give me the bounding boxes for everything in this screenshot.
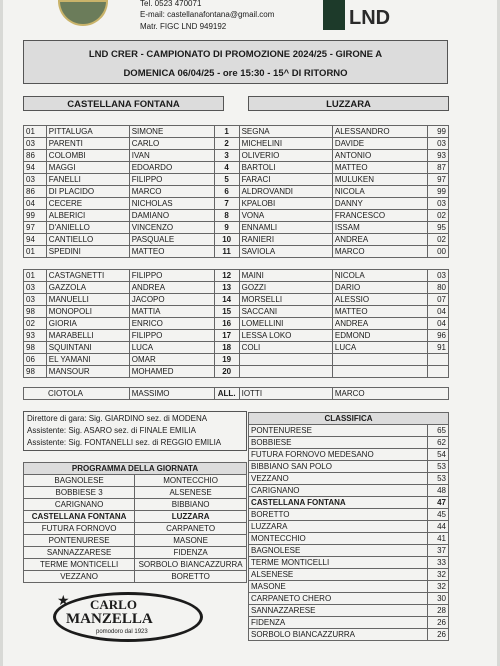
player-row [24,318,449,330]
standings-team: BAGNOLESE [249,545,428,557]
fixture-home: BOBBIESE 3 [24,487,135,499]
home-player-firstname: FILIPPO [129,330,214,342]
phone-text: Tel. 0523 470071 [140,0,202,8]
fixture-home: BAGNOLESE [24,475,135,487]
shirt-position: 12 [214,270,239,282]
standings-points: 44 [428,521,449,533]
match-sheet [3,0,497,666]
player-row [24,174,449,186]
standings-row [249,533,449,545]
fixture-home: TERME MONTICELLI [24,559,135,571]
away-player-surname: ALDROVANDI [239,186,332,198]
email-text: E-mail: castellanafontana@gmail.com [140,10,275,19]
shirt-position: 10 [214,234,239,246]
home-player-firstname: ENRICO [129,318,214,330]
home-player-firstname: IVAN [129,150,214,162]
standings-team: FIDENZA [249,617,428,629]
standings-points: 53 [428,461,449,473]
shirt-position: 1 [214,126,239,138]
home-player-number: 04 [24,198,47,210]
coaches-row [24,388,449,400]
home-player-number: 99 [24,210,47,222]
away-player-number: 97 [428,174,449,186]
standings-team: MASONE [249,581,428,593]
away-player-number: 93 [428,150,449,162]
home-player-surname: COLOMBI [46,150,129,162]
standings-points: 32 [428,569,449,581]
standings-row [249,449,449,461]
away-player-firstname: NICOLA [332,270,427,282]
standings-row [249,521,449,533]
assistant-2-line: Assistente: Sig. FONTANELLI sez. di REGGIO EMILIA [27,438,222,447]
player-row [24,162,449,174]
player-row [24,294,449,306]
standings-points: 62 [428,437,449,449]
standings-team: BORETTO [249,509,428,521]
away-player-surname [239,366,332,378]
shirt-position: 9 [214,222,239,234]
home-player-firstname: VINCENZO [129,222,214,234]
home-player-surname: MAGGI [46,162,129,174]
home-player-number: 03 [24,138,47,150]
fixture-away: FIDENZA [135,547,247,559]
fixture-away: BORETTO [135,571,247,583]
away-player-surname: BARTOLI [239,162,332,174]
away-coach-firstname: MARCO [332,388,448,400]
away-player-number: 87 [428,162,449,174]
home-player-surname: CANTIELLO [46,234,129,246]
shirt-position: 16 [214,318,239,330]
standings-row [249,593,449,605]
home-player-number: 01 [24,126,47,138]
player-row [24,330,449,342]
standings-team: CARIGNANO [249,485,428,497]
away-player-firstname: ISSAM [332,222,427,234]
home-coach-surname: CIOTOLA [24,388,130,400]
away-player-surname: RANIERI [239,234,332,246]
shirt-position: 8 [214,210,239,222]
home-player-firstname: NICHOLAS [129,198,214,210]
standings-points: 26 [428,629,449,641]
fixture-row [24,511,247,523]
away-team-header [248,96,449,111]
away-player-firstname: MATTEO [332,306,427,318]
away-player-firstname: MULUKEN [332,174,427,186]
player-row [24,366,449,378]
away-player-number: 03 [428,138,449,150]
shirt-position: 11 [214,246,239,258]
standings-points: 37 [428,545,449,557]
shirt-position: 20 [214,366,239,378]
fixture-home: PONTENURESE [24,535,135,547]
shirt-position: 13 [214,282,239,294]
home-player-surname: PITTALUGA [46,126,129,138]
away-player-number: 96 [428,330,449,342]
standings-title: CLASSIFICA [249,413,449,425]
player-row [24,354,449,366]
fixture-home: CASTELLANA FONTANA [24,511,135,523]
shirt-position: 19 [214,354,239,366]
fixture-away: MASONE [135,535,247,547]
fixture-away: MONTECCHIO [135,475,247,487]
away-player-surname: VONA [239,210,332,222]
fixture-row [24,475,247,487]
fixture-row [24,535,247,547]
fixture-home: VEZZANO [24,571,135,583]
away-player-number: 03 [428,270,449,282]
home-player-surname: GIORIA [46,318,129,330]
home-player-number: 01 [24,246,47,258]
away-player-number: 07 [428,294,449,306]
player-row [24,126,449,138]
lnd-logo [323,0,423,32]
home-player-firstname: FILIPPO [129,270,214,282]
standings-row [249,425,449,437]
standings-team: MONTECCHIO [249,533,428,545]
matr-text: Matr. FIGC LND 949192 [140,22,227,31]
player-row [24,222,449,234]
away-player-firstname: MARCO [332,246,427,258]
shirt-position: 3 [214,150,239,162]
home-player-number: 06 [24,354,47,366]
home-player-number: 01 [24,270,47,282]
away-player-firstname: ANTONIO [332,150,427,162]
away-player-firstname: ALESSANDRO [332,126,427,138]
home-player-firstname: SIMONE [129,126,214,138]
standings-points: 28 [428,605,449,617]
club-crest-logo [58,0,108,26]
player-row [24,210,449,222]
standings-team: SANNAZZARESE [249,605,428,617]
assistant-1-line: Assistente: Sig. ASARO sez. di FINALE EMILIA [27,426,196,435]
away-player-firstname: ALESSIO [332,294,427,306]
substitutes-table [23,269,449,378]
home-player-surname: FANELLI [46,174,129,186]
standings-team: LUZZARA [249,521,428,533]
away-player-number: 02 [428,234,449,246]
away-player-firstname: DANNY [332,198,427,210]
home-player-firstname: MATTIA [129,306,214,318]
standings-team: FUTURA FORNOVO MEDESANO [249,449,428,461]
player-row [24,342,449,354]
away-player-surname: SACCANI [239,306,332,318]
lnd-logo-text: LND [349,7,391,29]
home-player-number: 98 [24,366,47,378]
home-player-surname: MONOPOLI [46,306,129,318]
away-player-surname: FARACI [239,174,332,186]
home-player-firstname: MOHAMED [129,366,214,378]
standings-row [249,461,449,473]
fixture-row [24,547,247,559]
fixture-home: SANNAZZARESE [24,547,135,559]
home-player-number: 98 [24,342,47,354]
standings-team: VEZZANO [249,473,428,485]
standings-points: 32 [428,581,449,593]
away-player-surname: ENNAMLI [239,222,332,234]
standings-team: CASTELLANA FONTANA [249,497,428,509]
away-player-number [428,354,449,366]
fixture-away: LUZZARA [135,511,247,523]
standings-row [249,545,449,557]
standings-team: SORBOLO BIANCAZZURRA [249,629,428,641]
standings-team: BOBBIESE [249,437,428,449]
home-player-number: 03 [24,294,47,306]
home-team-header [23,96,224,111]
away-player-surname [239,354,332,366]
shirt-position: 5 [214,174,239,186]
home-player-surname: PARENTI [46,138,129,150]
sponsor-logo [53,592,203,642]
home-player-firstname: DAMIANO [129,210,214,222]
home-player-firstname: LUCA [129,342,214,354]
home-player-firstname: JACOPO [129,294,214,306]
coach-label: ALL. [214,388,239,400]
star-icon: ★ [57,592,70,608]
standings-team: CARPANETO CHERO [249,593,428,605]
home-player-number: 93 [24,330,47,342]
away-player-surname: LOMELLINI [239,318,332,330]
home-player-firstname: OMAR [129,354,214,366]
away-player-number: 02 [428,210,449,222]
fixture-row [24,571,247,583]
away-player-firstname: DAVIDE [332,138,427,150]
player-row [24,234,449,246]
away-player-number: 99 [428,126,449,138]
fixture-away: BIBBIANO [135,499,247,511]
standings-row [249,581,449,593]
player-row [24,138,449,150]
away-player-firstname: MATTEO [332,162,427,174]
standings-points: 53 [428,473,449,485]
standings-team: TERME MONTICELLI [249,557,428,569]
home-player-firstname: ANDREA [129,282,214,294]
home-player-surname: SPEDINI [46,246,129,258]
match-subtitle: DOMENICA 06/04/25 - ore 15:30 - 15^ DI RITORNO [123,68,348,79]
fixture-home: FUTURA FORNOVO [24,523,135,535]
away-player-surname: MICHELINI [239,138,332,150]
standings-row [249,605,449,617]
away-player-number [428,366,449,378]
home-player-firstname: EDOARDO [129,162,214,174]
sponsor-name-1: CARLO [90,597,137,612]
home-player-surname: MANUELLI [46,294,129,306]
away-player-number: 00 [428,246,449,258]
away-coach-surname: IOTTI [239,388,332,400]
sponsor-tagline: pomodoro dal 1923 [96,629,148,635]
standings-row [249,497,449,509]
fixture-row [24,499,247,511]
standings-points: 33 [428,557,449,569]
shirt-position: 2 [214,138,239,150]
page-title: LND CRER - CAMPIONATO DI PROMOZIONE 2024/25 - GIRONE A [88,49,383,60]
shirt-position: 15 [214,306,239,318]
fixture-row [24,487,247,499]
away-player-firstname: DARIO [332,282,427,294]
home-player-number: 98 [24,306,47,318]
player-row [24,246,449,258]
officials-box [23,411,247,451]
fixture-away: CARPANETO [135,523,247,535]
home-player-firstname: MARCO [129,186,214,198]
fixture-row [24,559,247,571]
away-player-surname: MORSELLI [239,294,332,306]
standings-points: 65 [428,425,449,437]
standings-row [249,557,449,569]
shirt-position: 6 [214,186,239,198]
home-player-number: 03 [24,174,47,186]
standings-row [249,629,449,641]
away-player-surname: GOZZI [239,282,332,294]
standings-points: 30 [428,593,449,605]
fixture-home: CARIGNANO [24,499,135,511]
away-player-number: 04 [428,306,449,318]
player-row [24,186,449,198]
away-player-firstname: LUCA [332,342,427,354]
standings-team: ALSENESE [249,569,428,581]
home-player-surname: CASTAGNETTI [46,270,129,282]
standings-row [249,569,449,581]
standings-row [249,485,449,497]
home-player-surname: D'ANIELLO [46,222,129,234]
home-player-surname: DI PLACIDO [46,186,129,198]
away-player-number: 04 [428,318,449,330]
away-player-surname: LESSA LOKO [239,330,332,342]
standings-team: PONTENURESE [249,425,428,437]
standings-row [249,617,449,629]
standings-team: BIBBIANO SAN POLO [249,461,428,473]
program-table [23,462,247,583]
title-box [23,40,448,84]
away-player-firstname [332,366,427,378]
home-player-number: 86 [24,186,47,198]
away-player-surname: SEGNA [239,126,332,138]
away-player-number: 03 [428,198,449,210]
away-player-firstname: ANDREA [332,318,427,330]
home-player-number: 02 [24,318,47,330]
home-player-surname: CECERE [46,198,129,210]
standings-points: 54 [428,449,449,461]
home-player-surname: EL YAMANI [46,354,129,366]
away-player-number: 99 [428,186,449,198]
away-player-surname: OLIVERIO [239,150,332,162]
home-player-number: 03 [24,282,47,294]
program-title: PROGRAMMA DELLA GIORNATA [24,463,247,475]
home-player-firstname: FILIPPO [129,174,214,186]
standings-points: 47 [428,497,449,509]
player-row [24,282,449,294]
coaches-table [23,387,449,400]
standings-row [249,509,449,521]
starters-table [23,125,449,258]
home-player-number: 94 [24,234,47,246]
fixture-away: ALSENESE [135,487,247,499]
away-player-surname: SAVIOLA [239,246,332,258]
away-player-firstname [332,354,427,366]
home-player-firstname: MATTEO [129,246,214,258]
standings-row [249,437,449,449]
shirt-position: 4 [214,162,239,174]
player-row [24,306,449,318]
fixture-row [24,523,247,535]
away-player-surname: COLI [239,342,332,354]
home-player-number: 97 [24,222,47,234]
sponsor-name-2: MANZELLA [66,611,153,627]
standings-table [248,412,449,641]
player-row [24,270,449,282]
away-team-name: LUZZARA [326,99,371,110]
home-player-surname: SQUINTANI [46,342,129,354]
referee-line: Direttore di gara: Sig. GIARDINO sez. di MODENA [27,414,208,423]
shirt-position: 17 [214,330,239,342]
player-row [24,198,449,210]
away-player-surname: KPALOBI [239,198,332,210]
standings-points: 48 [428,485,449,497]
home-player-number: 94 [24,162,47,174]
home-team-name: CASTELLANA FONTANA [67,99,180,110]
away-player-firstname: ANDREA [332,234,427,246]
standings-row [249,473,449,485]
standings-points: 26 [428,617,449,629]
home-player-surname: ALBERICI [46,210,129,222]
away-player-firstname: EDMOND [332,330,427,342]
away-player-firstname: NICOLA [332,186,427,198]
away-player-number: 95 [428,222,449,234]
home-player-firstname: CARLO [129,138,214,150]
fixture-away: SORBOLO BIANCAZZURRA [135,559,247,571]
player-row [24,150,449,162]
home-player-firstname: PASQUALE [129,234,214,246]
home-player-surname: MARABELLI [46,330,129,342]
standings-points: 45 [428,509,449,521]
away-player-firstname: FRANCESCO [332,210,427,222]
away-player-number: 91 [428,342,449,354]
home-player-surname: MANSOUR [46,366,129,378]
standings-points: 41 [428,533,449,545]
home-coach-firstname: MASSIMO [129,388,214,400]
away-player-number: 80 [428,282,449,294]
shirt-position: 7 [214,198,239,210]
home-player-surname: GAZZOLA [46,282,129,294]
shirt-position: 18 [214,342,239,354]
home-player-number: 86 [24,150,47,162]
shirt-position: 14 [214,294,239,306]
away-player-surname: MAINI [239,270,332,282]
